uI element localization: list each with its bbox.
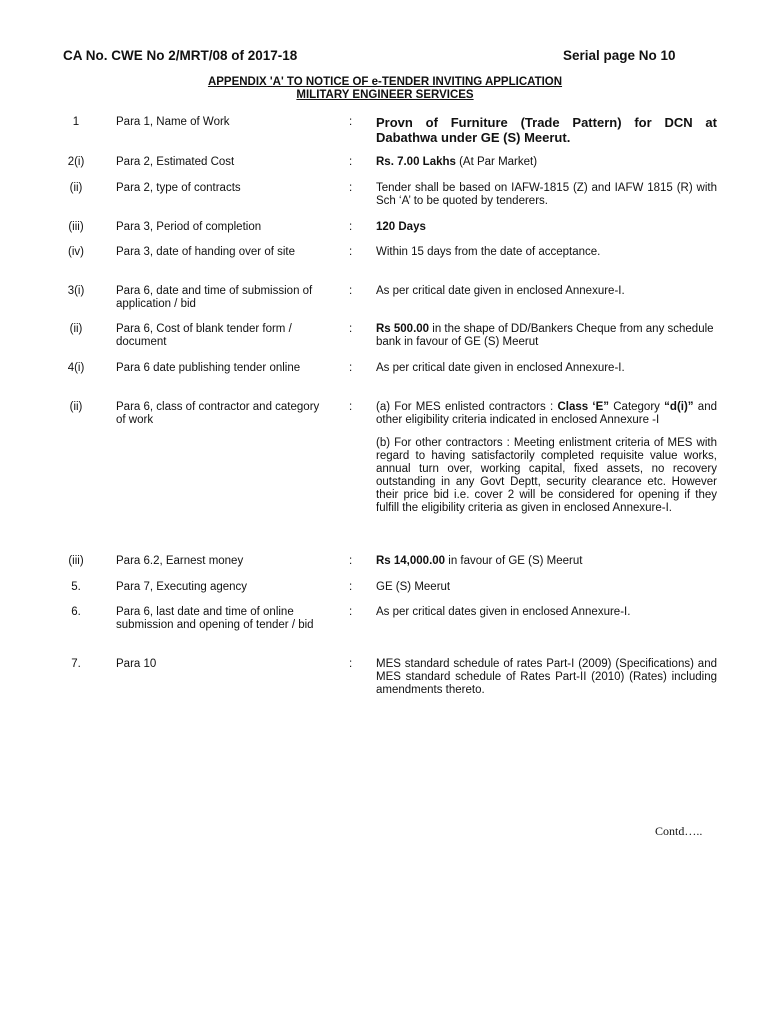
row-number: (ii) xyxy=(69,323,83,335)
contract-type: Tender shall be based on IAFW-1815 (Z) and IAFW 1815 (R) with Sch ‘A’ to be quoted by tenderers. xyxy=(376,182,717,207)
separator: : xyxy=(349,156,353,168)
separator: : xyxy=(349,182,353,194)
criteria-intro: (a) For MES enlisted contractors : xyxy=(376,401,558,413)
row-number: (iv) xyxy=(68,246,84,258)
separator: : xyxy=(349,555,353,567)
appendix-title: APPENDIX 'A' TO NOTICE OF e-TENDER INVITING APPLICATION xyxy=(207,76,563,88)
para-reference: Para 6 date publishing tender online xyxy=(116,362,301,374)
separator: : xyxy=(349,606,353,618)
row-number: 1 xyxy=(72,116,80,128)
estimated-cost xyxy=(376,156,717,169)
row-number: (ii) xyxy=(69,401,83,413)
separator: : xyxy=(349,246,353,258)
row-number: 3(i) xyxy=(67,285,85,297)
earnest-money xyxy=(376,555,717,568)
other-contractors-criteria: (b) For other contractors : Meeting enlistment criteria of MES with regard to having satisfactorily completed requisite value works, annual turn over, working capital, fixed assets, no recovery outstanding in any Govt Deptt, security clearance etc. However their price bid i.e. cover 2 will be considered for opening if they fulfill the eligibility criteria as given in enclosed Annexure-I. xyxy=(376,437,717,514)
para-reference: Para 6.2, Earnest money xyxy=(116,555,244,567)
department-title: MILITARY ENGINEER SERVICES xyxy=(296,89,474,101)
form-cost-amount: Rs 500.00 xyxy=(376,323,430,335)
schedule-of-rates: MES standard schedule of rates Part-I (2009) (Specifications) and MES standard schedule of Rates Part-II (2010) (Rates) including amendments thereto. xyxy=(376,658,717,696)
last-date: As per critical dates given in enclosed Annexure-I. xyxy=(376,606,631,618)
separator: : xyxy=(349,285,353,297)
contractor-class: Class ‘E” xyxy=(557,401,609,413)
para-reference: Para 6, last date and time of online submission and opening of tender / bid xyxy=(116,606,314,631)
category-label: Category xyxy=(609,401,665,413)
cost-amount: Rs. 7.00 Lakhs xyxy=(376,156,456,168)
row-number: (iii) xyxy=(68,555,84,567)
separator: : xyxy=(349,116,353,128)
contract-number: CA No. CWE No 2/MRT/08 of 2017-18 xyxy=(63,48,298,63)
separator: : xyxy=(349,581,353,593)
para-reference: Para 6, class of contractor and category of work xyxy=(116,401,320,426)
form-cost-note: in the shape of DD/Bankers Cheque from any schedule bank in favour of GE (S) Meerut xyxy=(376,323,714,348)
contractor-category: “d(i)” xyxy=(664,401,694,413)
para-reference: Para 6, date and time of submission of application / bid xyxy=(116,285,313,310)
criteria-note: and other eligibility criteria indicated in enclosed Annexure -I xyxy=(376,401,717,426)
tender-form-cost xyxy=(376,323,717,349)
row-number: 6. xyxy=(71,606,81,618)
separator: : xyxy=(349,323,353,335)
completion-period xyxy=(376,221,717,234)
para-reference: Para 3, Period of completion xyxy=(116,221,262,233)
executing-agency: GE (S) Meerut xyxy=(376,581,451,593)
para-reference: Para 2, Estimated Cost xyxy=(116,156,235,168)
continued-note: Contd….. xyxy=(655,824,703,838)
mes-enlisted-criteria xyxy=(376,401,717,427)
cost-note: (At Par Market) xyxy=(455,156,538,168)
row-number: 2(i) xyxy=(67,156,85,168)
row-number: 7. xyxy=(71,658,81,670)
separator: : xyxy=(349,362,353,374)
contractor-eligibility xyxy=(376,401,717,515)
para-reference: Para 3, date of handing over of site xyxy=(116,246,296,258)
para-reference: Para 6, Cost of blank tender form / document xyxy=(116,323,292,348)
para-reference: Para 10 xyxy=(116,658,157,670)
para-reference: Para 7, Executing agency xyxy=(116,581,248,593)
earnest-amount: Rs 14,000.00 xyxy=(376,555,446,567)
earnest-note: in favour of GE (S) Meerut xyxy=(445,555,583,567)
row-number: (ii) xyxy=(69,182,83,194)
row-number: 4(i) xyxy=(67,362,85,374)
separator: : xyxy=(349,658,353,670)
serial-page-number: Serial page No 10 xyxy=(563,48,676,63)
row-number: 5. xyxy=(71,581,81,593)
separator: : xyxy=(349,401,353,413)
separator: : xyxy=(349,221,353,233)
submission-date: As per critical date given in enclosed Annexure-I. xyxy=(376,285,625,297)
para-reference: Para 2, type of contracts xyxy=(116,182,241,194)
para-reference: Para 1, Name of Work xyxy=(116,116,230,128)
site-handover: Within 15 days from the date of acceptance. xyxy=(376,246,601,258)
row-number: (iii) xyxy=(68,221,84,233)
publishing-date: As per critical date given in enclosed Annexure-I. xyxy=(376,362,625,374)
completion-days: 120 Days xyxy=(376,221,426,233)
work-name: Provn of Furniture (Trade Pattern) for DCN at Dabathwa under GE (S) Meerut. xyxy=(376,115,717,145)
